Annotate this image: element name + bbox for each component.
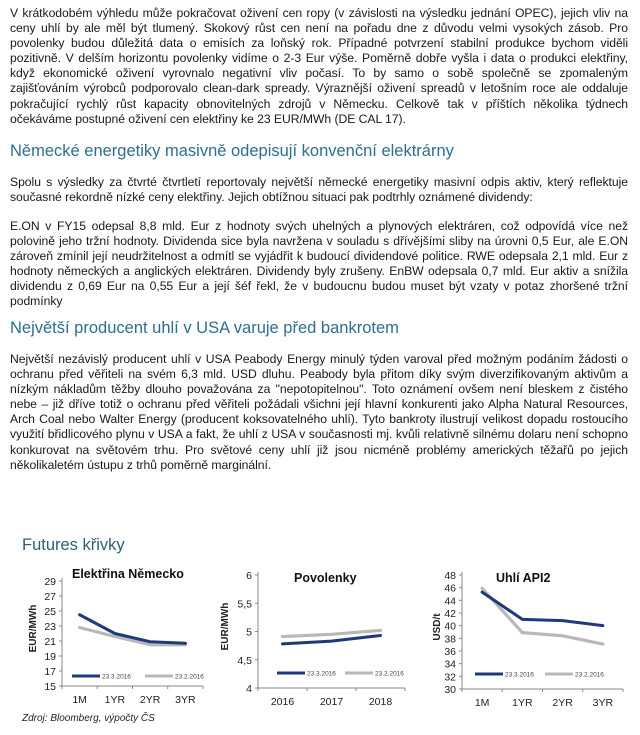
legend-label: 23.2.2016 <box>575 671 604 679</box>
figure-title: Futures křivky <box>22 536 125 554</box>
intro-paragraph: V krátkodobém výhledu může pokračovat oživení cen ropy (v závislosti na výsledku jednání OPEC), jejich vliv na ceny uhlí by ale měl být tlumený. Skokový růst cen není na pořadu dne z důvodu velmi vysokých zásob. Pro povolenky budou důležitá data o emisích za loňský rok. Případné potvrzení stabilní produkce bychom viděli pozitivně. V delším horizontu povolenky vidíme o 2-3 Eur výše. Poměrně dobře vyšla i data o produkci elektřiny, když ekonomické oživení vyrovnalo negativní vliv počasí. To by samo o sobě společně se zpomaleným zajišťováním výrobců podporovalo clean-dark spready. Výraznější oživení spreadů v letošním roce ale oddaluje pokračující rychlý růst kapacity obnovitelných zdrojů v Německu. Celkově tak v příštích několika týdnech očekáváme postupné oživení cen elektřiny ke 23 EUR/MWh (DE CAL 17). <box>10 6 628 126</box>
y-tick-label: 5,5 <box>237 598 252 611</box>
x-tick-label: 1M <box>72 694 87 706</box>
y-tick-label: 21 <box>44 636 56 648</box>
section-heading-german-utilities: Německé energetiky masivně odepisují konvenční elektrárny <box>10 142 454 160</box>
us-coal-paragraph: Největší nezávislý producent uhlí v USA Peabody Energy minulý týden varoval před možným podáním žádosti o ochranu před věřiteli na svém 6,3 mld. USD dluhu. Peabody byla přitom díky svým diverzifikovaným aktivům a nízkým nákladům těžby dlouho považována za "nepotopitelnou". Toto oznámení ovšem není bleskem z čistého nebe – již dříve totiž o ochranu před věřiteli požádali všichni její hlavní konkurenti jako Alpha Natural Resources, Arch Coal nebo Walter Energy (producent koksovatelného uhlí). Tyto bankroty ilustrují velikost dopadu rostoucího využití břidlicového plynu v USA a fakt, že uhlí z USA v současnosti mj. kvůli relativně silnému dolaru není schopno konkurovat na světovém trhu. Pro světové ceny uhlí již jsou nicméně problémy amerických těžařů po jejich několikaletém ústupu z trhů poměrně marginální. <box>10 352 628 472</box>
x-tick-label: 2YR <box>139 694 161 706</box>
legend-label: 23.3.2016 <box>505 671 534 679</box>
german-utilities-details-paragraph: E.ON v FY15 odepsal 8,8 mld. Eur z hodnoty svých uhelných a plynových elektráren, což odpovídá více než polovině jeho tržní hodnoty. Dividenda sice byla navržena v souladu s dřívějšími sliby na úrovni 0,5 Eur, ale E.ON zároveň zmínil její neudržitelnost a odmítl se vyjádřit k budoucí dividendové politice. RWE odepsala 2,1 mld. Eur z hodnoty německých a anglických elektráren. Dividendy byly zrušeny. EnBW odepsala 0,7 mld. Eur aktiv a snížila dividendu z 0,69 Eur na 0,55 Eur a její šéf řekl, že v budoucnu budou muset být vzaty v potaz zhoršené tržní podmínky <box>10 219 628 309</box>
series-line-23-2-2016 <box>482 588 603 644</box>
x-tick-label: 2YR <box>552 697 573 709</box>
y-tick-label: 5 <box>246 626 252 639</box>
german-utilities-paragraph: Spolu s výsledky za čtvrté čtvrtletí reportovaly největší německé energetiky masivní odpis aktiv, který reflektuje současné rekordně nízké ceny elektřiny. Jejich obtížnou situaci pak podtrhly oznámené dividendy: <box>10 175 628 205</box>
y-tick-label: 34 <box>444 658 456 671</box>
y-tick-label: 17 <box>44 666 56 678</box>
x-tick-label: 1YR <box>512 697 533 709</box>
y-tick-label: 38 <box>444 633 456 646</box>
y-tick-label: 23 <box>44 621 56 633</box>
y-tick-label: 44 <box>444 595 456 608</box>
chart-title: Uhlí API2 <box>496 571 551 585</box>
y-tick-label: 32 <box>444 671 456 684</box>
y-tick-label: 48 <box>444 570 456 582</box>
chart-povolenky <box>215 560 425 710</box>
x-tick-label: 2016 <box>270 696 295 708</box>
x-tick-label: 2018 <box>368 696 393 708</box>
section-heading-us-coal: Největší producent uhlí v USA varuje před bankrotem <box>10 319 399 337</box>
y-tick-label: 46 <box>444 582 456 595</box>
y-tick-label: 30 <box>444 684 456 696</box>
chart-uhli-api2 <box>420 560 640 710</box>
y-tick-label: 40 <box>444 620 456 633</box>
legend-label: 23.2.2016 <box>375 670 404 678</box>
y-tick-label: 19 <box>44 651 56 663</box>
x-tick-label: 3YR <box>175 694 196 706</box>
legend-label: 23.3.2016 <box>307 670 336 678</box>
y-tick-label: 25 <box>44 606 56 618</box>
x-tick-label: 1YR <box>104 694 126 706</box>
y-tick-label: 4,5 <box>237 654 252 667</box>
chart-title: Povolenky <box>294 571 357 585</box>
y-tick-label: 4 <box>246 683 252 695</box>
y-axis-label: EUR/MWh <box>28 604 39 653</box>
x-tick-label: 3YR <box>592 697 614 709</box>
y-tick-label: 15 <box>44 681 56 693</box>
figure-source: Zdroj: Bloomberg, výpočty ČS <box>22 713 155 724</box>
series-line-23-3-2016 <box>80 615 186 644</box>
y-tick-label: 27 <box>44 591 56 603</box>
y-tick-label: 29 <box>44 576 56 588</box>
y-tick-label: 42 <box>444 608 456 620</box>
y-tick-label: 6 <box>246 570 252 582</box>
legend-label: 23.3.2016 <box>102 673 131 681</box>
y-axis-label: EUR/MWh <box>220 602 231 651</box>
y-tick-label: 36 <box>444 646 456 658</box>
x-tick-label: 2017 <box>319 696 344 708</box>
chart-title: Elektřina Německo <box>72 567 184 581</box>
chart-elektrina-nemecko <box>0 560 215 710</box>
y-axis-label: USD/t <box>432 613 443 641</box>
x-tick-label: 1M <box>474 697 490 709</box>
legend-label: 23.2.2016 <box>175 673 204 681</box>
